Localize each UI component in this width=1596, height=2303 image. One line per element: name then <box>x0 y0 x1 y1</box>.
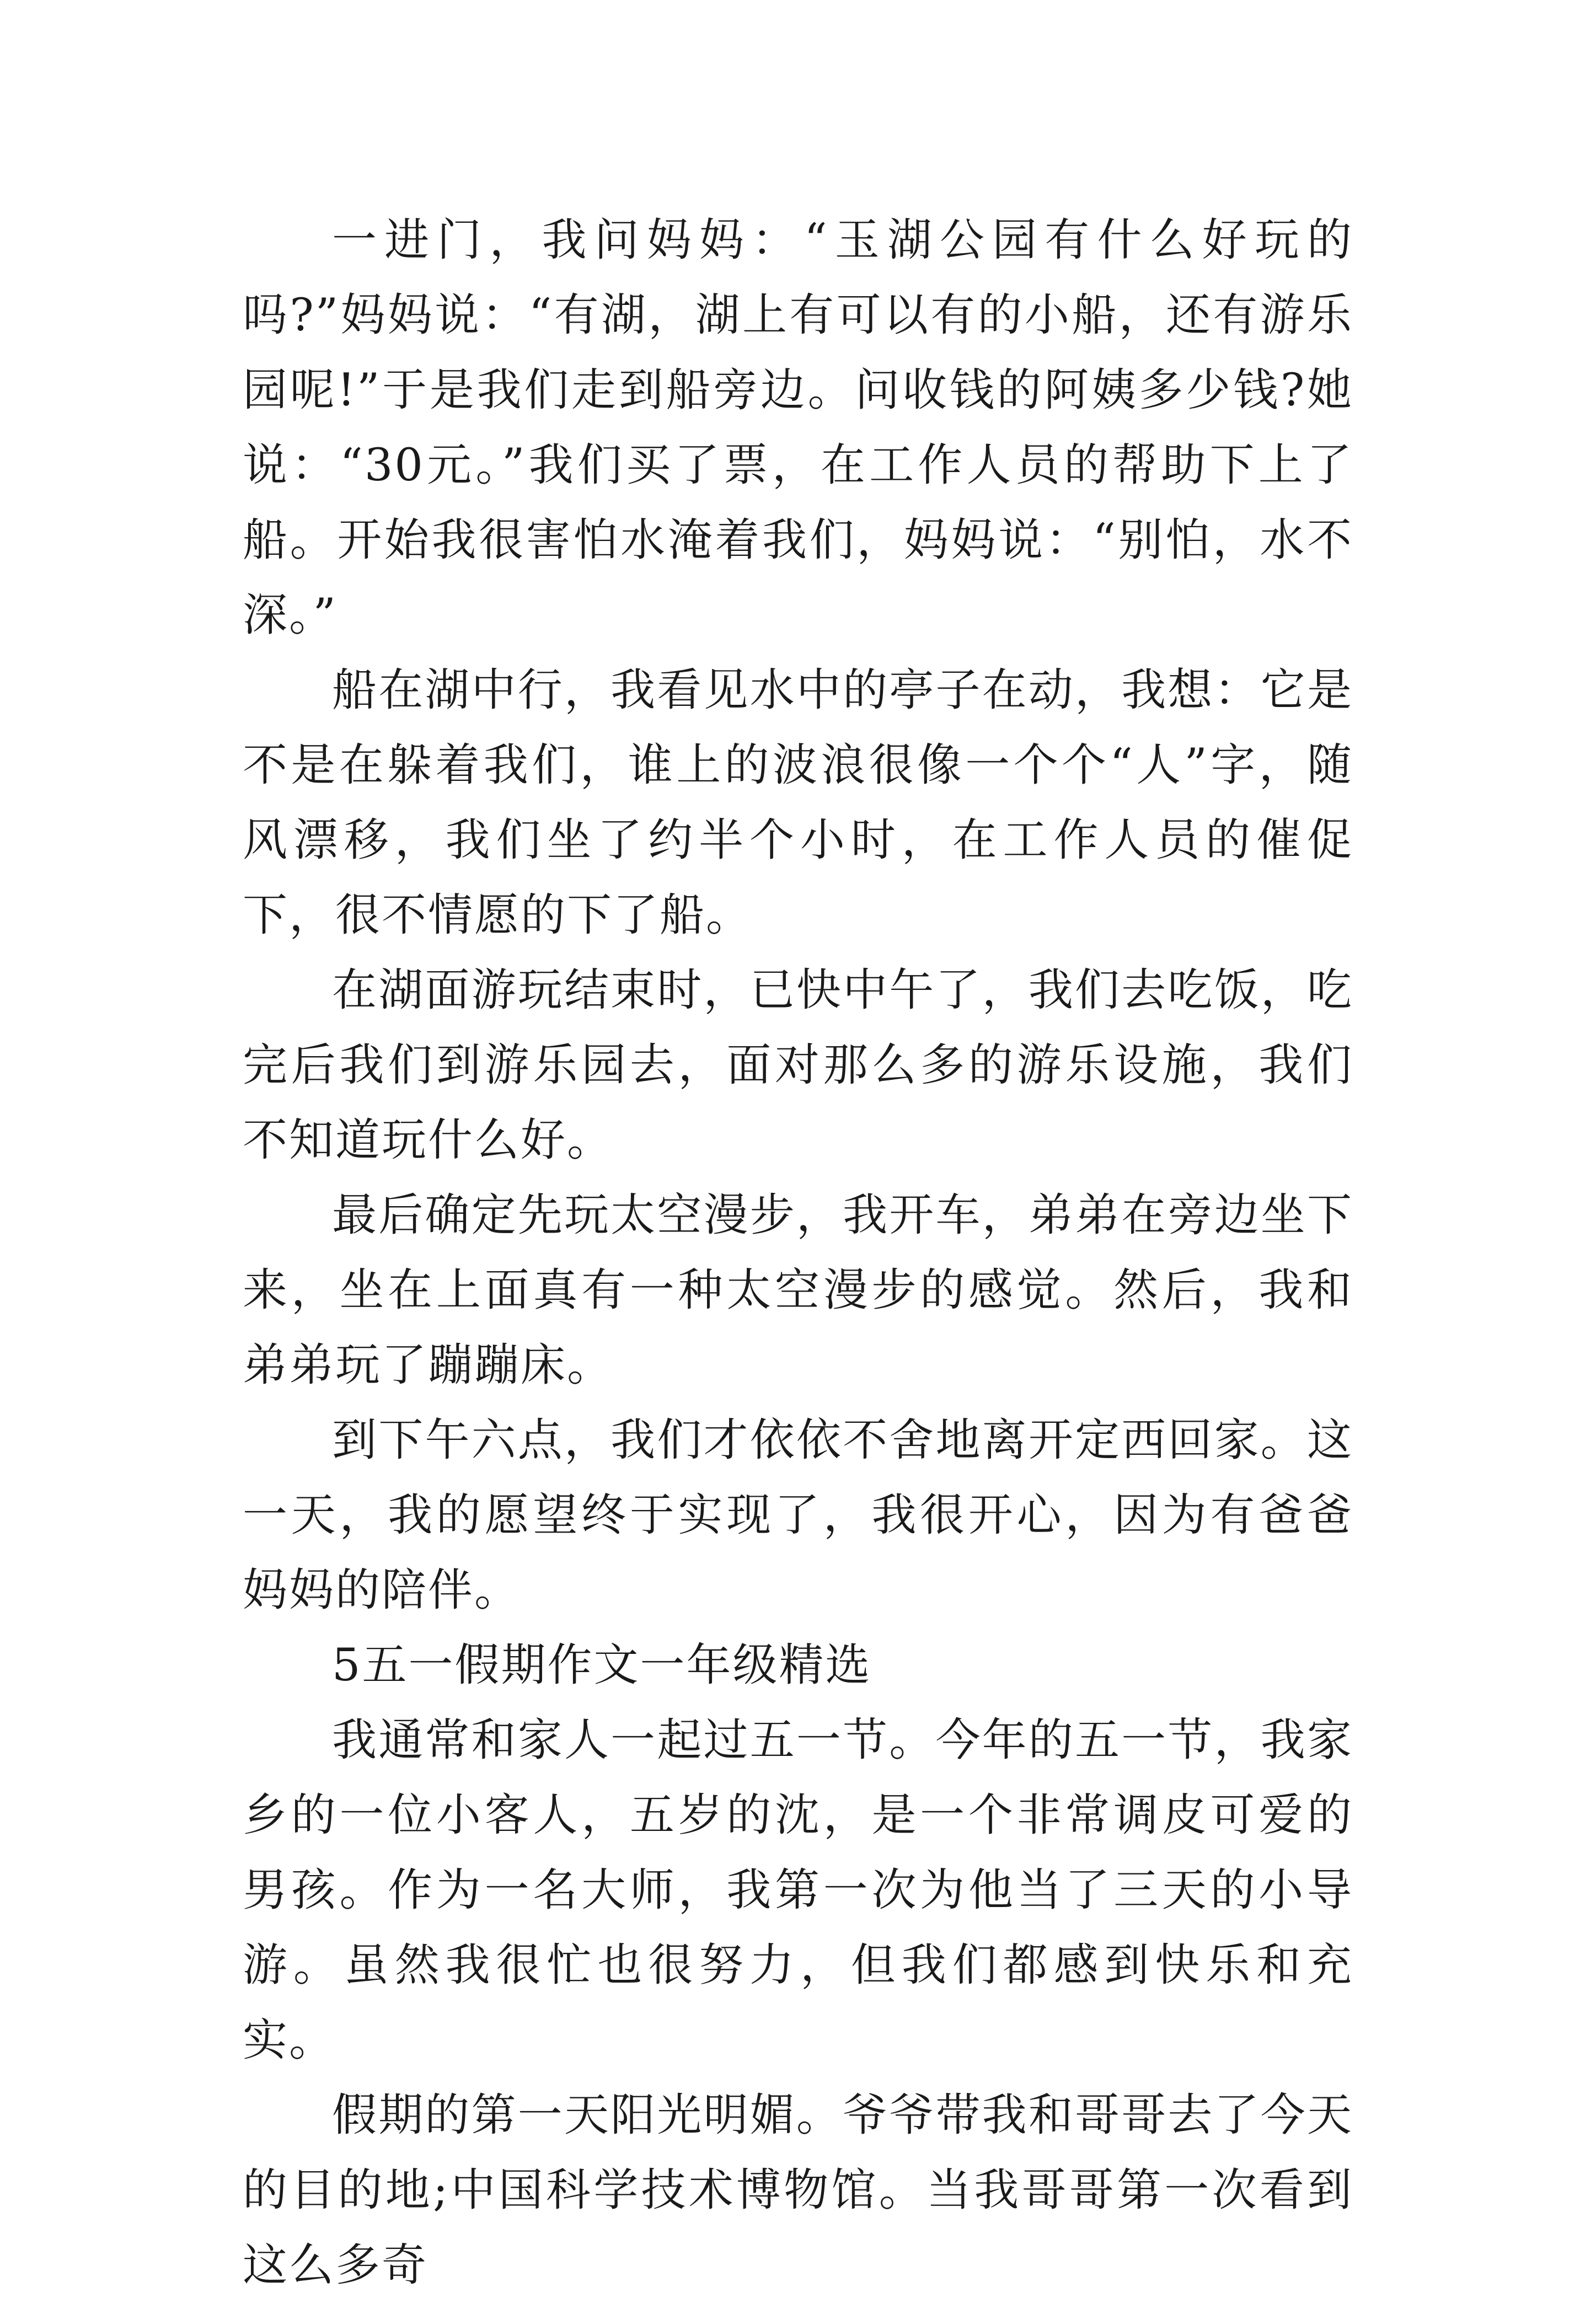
paragraph-space-walk-ride: 最后确定先玩太空漫步，我开车，弟弟在旁边坐下来，坐在上面真有一种太空漫步的感觉。然后，我和弟弟玩了蹦蹦床。 <box>243 1190 1353 1391</box>
section-heading: 5五一假期作文一年级精选 <box>332 1640 872 1691</box>
paragraph-entering-park: 一进门，我问妈妈：“玉湖公园有什么好玩的吗?”妈妈说：“有湖，湖上有可以有的小船，还有游乐园呢!”于是我们走到船旁边。问收钱的阿姨多少钱?她说：“30元。”我们买了票，在工作人员的帮助下上了船。开始我很害怕水淹着我们，妈妈说：“别怕，水不深。” <box>243 215 1353 641</box>
paragraph-lunch-and-amusement-park: 在湖面游玩结束时，已快中午了，我们去吃饭，吃完后我们到游乐园去，面对那么多的游乐设施，我们不知道玩什么好。 <box>243 965 1353 1166</box>
document-body <box>243 203 1353 2303</box>
paragraph-boat-on-lake: 船在湖中行，我看见水中的亭子在动，我想：它是不是在躲着我们，谁上的波浪很像一个个“人”字，随风漂移，我们坐了约半个小时，在工作人员的催促下，很不情愿的下了船。 <box>243 665 1353 941</box>
paragraph-going-home: 到下午六点，我们才依依不舍地离开定西回家。这一天，我的愿望终于实现了，我很开心，因为有爸爸妈妈的陪伴。 <box>243 1415 1353 1616</box>
paragraph-science-museum: 假期的第一天阳光明媚。爷爷带我和哥哥去了今天的目的地;中国科学技术博物馆。当我哥哥第一次看到这么多奇 <box>243 2090 1353 2291</box>
paragraph-may-day-guest: 我通常和家人一起过五一节。今年的五一节，我家乡的一位小客人，五岁的沈，是一个非常调皮可爱的男孩。作为一名大师，我第一次为他当了三天的小导游。虽然我很忙也很努力，但我们都感到快乐和充实。 <box>243 1715 1353 2066</box>
